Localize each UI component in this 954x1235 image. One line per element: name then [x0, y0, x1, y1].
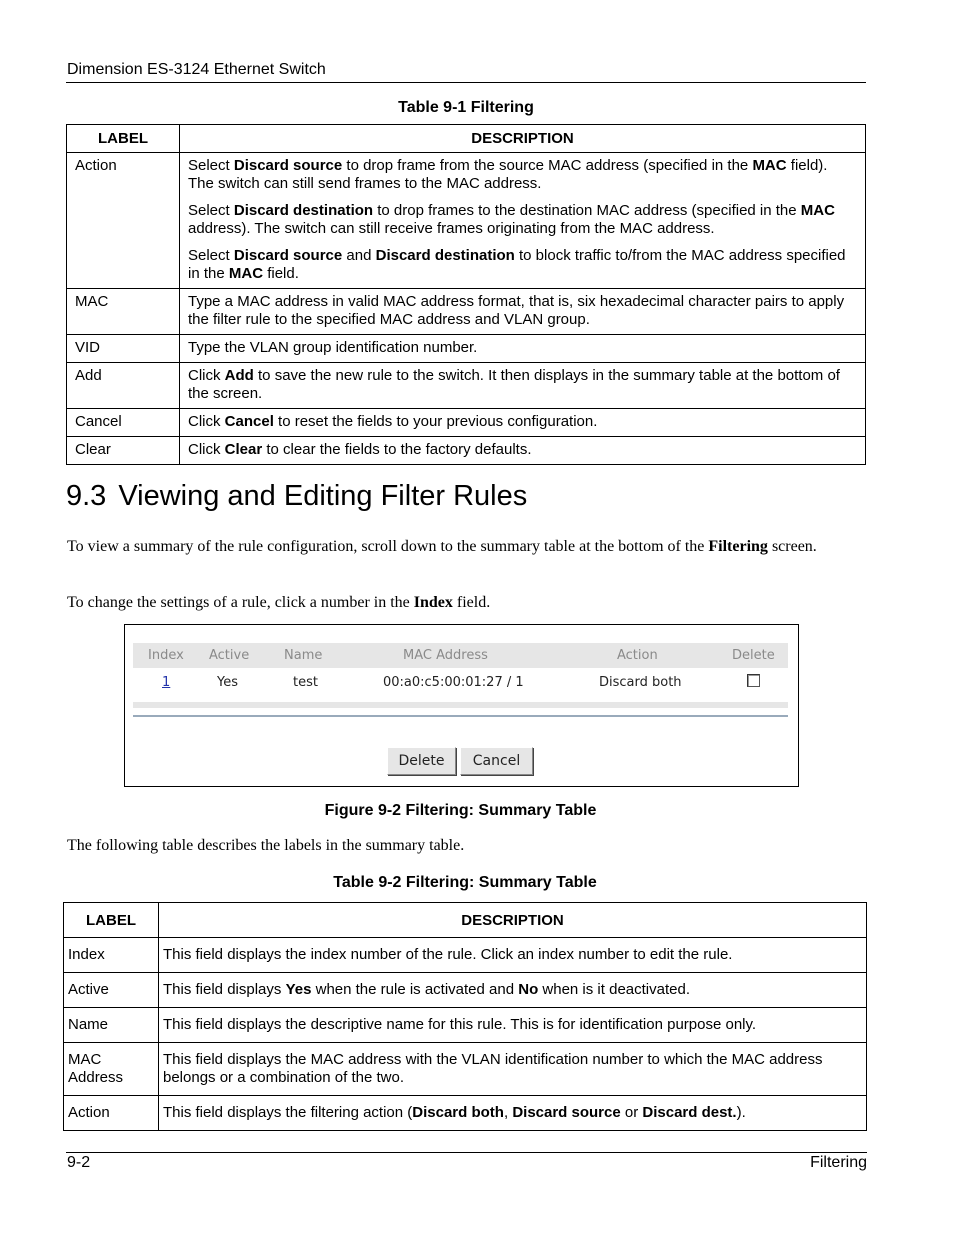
- row-label: VID: [67, 335, 180, 363]
- table-header-row: [64, 903, 867, 938]
- name-value: test: [293, 675, 318, 690]
- running-header: Dimension ES-3124 Ethernet Switch: [67, 61, 326, 78]
- row-label: Active: [64, 973, 159, 1008]
- column-header-label: LABEL: [64, 903, 159, 938]
- row-description: This field displays Yes when the rule is activated and No when is it deactivated.: [159, 973, 867, 1008]
- table-row: [67, 289, 866, 335]
- header-rule: [66, 82, 866, 83]
- table-row: [67, 153, 866, 289]
- row-label: Name: [64, 1008, 159, 1043]
- row-description: Click Add to save the new rule to the switch. It then displays in the summary table at the bottom of the screen.: [180, 363, 866, 409]
- summary-table-screenshot: [124, 624, 799, 787]
- mac-address-value: 00:a0:c5:00:01:27 / 1: [383, 675, 524, 690]
- divider: [133, 715, 788, 717]
- row-description: Select Discard source to drop frame from the source MAC address (specified in the MAC field). The switch can still send frames to the MAC address. Select Discard destination to drop frames to the destination MAC address (specified in the MAC address). The switch can still receive frames originating from the MAC address. Select Discard source and Discard destination to block traffic to/from the MAC address specified in the MAC field.: [180, 153, 866, 289]
- row-label: Action: [64, 1096, 159, 1131]
- row-label: Clear: [67, 437, 180, 465]
- table-row: [64, 1008, 867, 1043]
- row-description: Type the VLAN group identification number.: [180, 335, 866, 363]
- filtering-table: [66, 124, 866, 465]
- action-value: Discard both: [599, 675, 682, 690]
- summary-table-header: [133, 643, 788, 668]
- section-number: 9.3: [66, 480, 107, 512]
- row-label: MAC: [67, 289, 180, 335]
- table-row: [64, 973, 867, 1008]
- header-action: Action: [617, 648, 658, 663]
- header-mac-address: MAC Address: [403, 648, 488, 663]
- footer-rule: [66, 1152, 867, 1153]
- table2-caption: Table 9-2 Filtering: Summary Table: [333, 874, 597, 891]
- active-value: Yes: [217, 675, 238, 690]
- summary-description-table: [63, 902, 867, 1131]
- figure-caption: Figure 9-2 Filtering: Summary Table: [324, 802, 597, 819]
- table-row: [64, 938, 867, 973]
- column-header-description: DESCRIPTION: [159, 903, 867, 938]
- table-row: [67, 409, 866, 437]
- row-label: Action: [67, 153, 180, 289]
- table-footer-bar: [133, 702, 788, 708]
- summary-table: [133, 643, 788, 713]
- index-link[interactable]: 1: [162, 675, 171, 690]
- header-delete: Delete: [732, 648, 775, 663]
- row-label: Cancel: [67, 409, 180, 437]
- row-description: This field displays the index number of the rule. Click an index number to edit the rule.: [159, 938, 867, 973]
- column-header-description: DESCRIPTION: [180, 125, 866, 153]
- cancel-button[interactable]: Cancel: [460, 747, 533, 775]
- body-paragraph: To change the settings of a rule, click a number in the Index field.: [67, 594, 491, 611]
- table-row: [67, 363, 866, 409]
- body-paragraph: To view a summary of the rule configuration, scroll down to the summary table at the bottom of the Filtering screen.: [67, 538, 817, 555]
- row-description: This field displays the descriptive name for this rule. This is for identification purpose only.: [159, 1008, 867, 1043]
- column-header-label: LABEL: [67, 125, 180, 153]
- header-index: Index: [148, 648, 184, 663]
- header-active: Active: [209, 648, 250, 663]
- section-heading: [66, 480, 527, 513]
- section-title: Viewing and Editing Filter Rules: [118, 480, 528, 512]
- table1-caption: Table 9-1 Filtering: [398, 99, 534, 116]
- chapter-name: Filtering: [810, 1154, 867, 1171]
- table-row: [64, 1096, 867, 1131]
- table-row: [67, 335, 866, 363]
- row-description: Click Cancel to reset the fields to your previous configuration.: [180, 409, 866, 437]
- header-name: Name: [284, 648, 323, 663]
- row-label: Index: [64, 938, 159, 973]
- row-label: Add: [67, 363, 180, 409]
- row-description: This field displays the filtering action (Discard both, Discard source or Discard dest.).: [159, 1096, 867, 1131]
- row-description: Type a MAC address in valid MAC address format, that is, six hexadecimal character pairs to apply the filter rule to the specified MAC address and VLAN group.: [180, 289, 866, 335]
- row-description: Click Clear to clear the fields to the factory defaults.: [180, 437, 866, 465]
- table-row: [67, 437, 866, 465]
- page-number: 9-2: [67, 1154, 91, 1171]
- table-row: [133, 668, 788, 702]
- row-description: This field displays the MAC address with the VLAN identification number to which the MAC address belongs or a combination of the two.: [159, 1043, 867, 1096]
- delete-button[interactable]: Delete: [387, 747, 456, 775]
- table-header-row: [67, 125, 866, 153]
- delete-checkbox[interactable]: [747, 674, 760, 687]
- row-label: MAC Address: [64, 1043, 159, 1096]
- body-paragraph: The following table describes the labels in the summary table.: [67, 837, 465, 854]
- table-row: [64, 1043, 867, 1096]
